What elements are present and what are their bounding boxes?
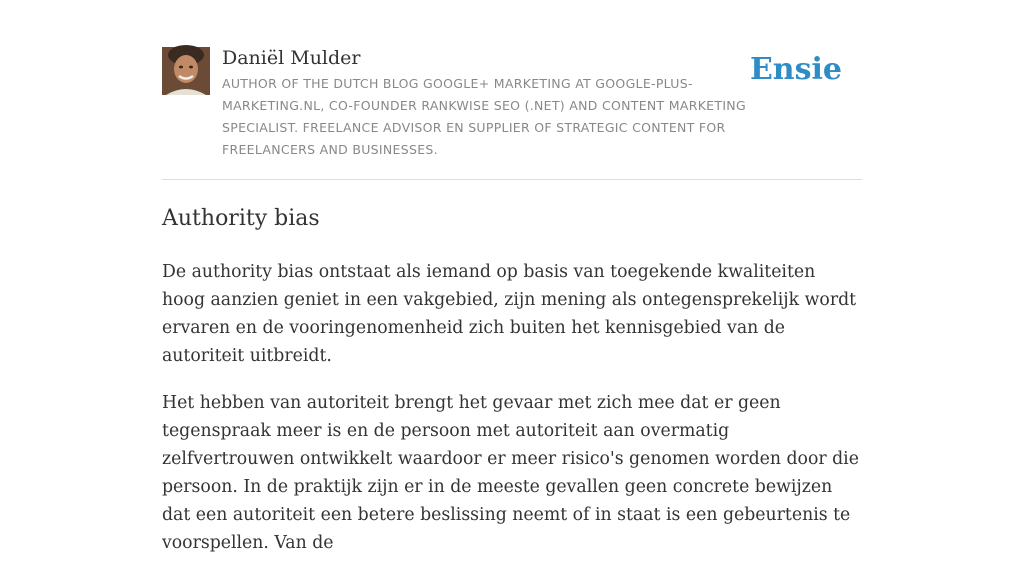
person-portrait-icon [162,47,210,95]
author-name[interactable]: Daniël Mulder [222,47,361,69]
author-header [162,46,862,180]
post-body [162,258,862,557]
author-info [222,46,782,161]
author-bio: AUTHOR OF THE DUTCH BLOG GOOGLE+ MARKETING AT GOOGLE-PLUS-MARKETING.NL, CO-FOUNDER RANKWISE SEO (.NET) AND CONTENT MARKETING SPECIALIST. FREELANCE ADVISOR EN SUPPLIER OF STRATEGIC CONTENT FOR FREELANCERS AND BUSINESSES. [222,76,746,157]
article-container [162,46,862,576]
author-avatar[interactable] [162,47,210,95]
post-paragraph: Het hebben van autoriteit brengt het gevaar met zich mee dat er geen tegenspraak meer is en de persoon met autoriteit aan overmatig zelfvertrouwen ontwikkelt waardoor er meer risico's genomen worden door die persoon. In de praktijk zijn er in de meeste gevallen geen concrete bewijzen dat een autoriteit een betere beslissing neemt of in staat is een gebeurtenis te voorspellen. Van de [162,393,859,553]
post-paragraph: De authority bias ontstaat als iemand op basis van toegekende kwaliteiten hoog aanzien geniet in een vakgebied, zijn mening als ontegensprekelijk wordt ervaren en de vooringenomenheid zich buiten het kennisgebied van de autoriteit uitbreidt. [162,262,857,366]
post-title: Authority bias [162,206,320,231]
ensie-logo[interactable]: Ensie [749,52,842,87]
